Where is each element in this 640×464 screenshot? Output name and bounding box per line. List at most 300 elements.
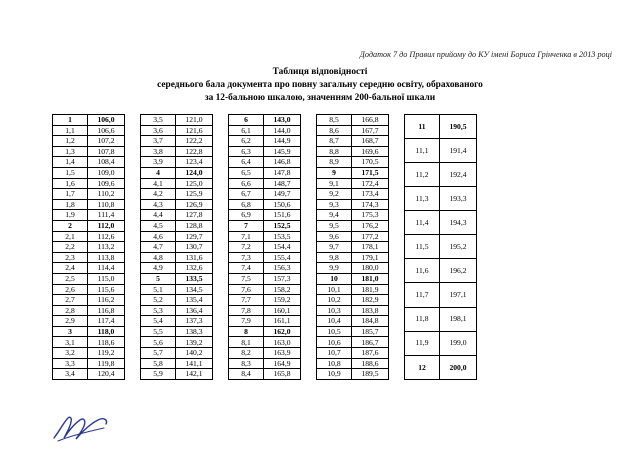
grade-200-scale-cell: 156,3 (264, 263, 301, 274)
table-row (229, 125, 301, 136)
grade-12-scale-cell: 3 (53, 326, 88, 337)
title-line-3: за 12-бальною шкалою, значенням 200-бальної шкали (204, 93, 436, 104)
grade-12-scale-cell: 8 (229, 326, 264, 337)
table-row (53, 242, 125, 253)
table-row (53, 178, 125, 189)
grade-200-scale-cell: 190,5 (440, 115, 477, 139)
table-row (141, 115, 213, 126)
grade-200-scale-cell: 120,4 (88, 369, 125, 380)
grade-200-scale-cell: 106,0 (88, 115, 125, 126)
table-row (317, 146, 389, 157)
grade-200-scale-cell: 174,3 (352, 199, 389, 210)
grade-12-scale-cell: 3,1 (53, 337, 88, 348)
grade-200-scale-cell: 118,6 (88, 337, 125, 348)
grade-12-scale-cell: 5,5 (141, 326, 176, 337)
table-row (405, 187, 477, 211)
grade-200-scale-cell: 125,0 (176, 178, 213, 189)
grade-12-scale-cell: 7,2 (229, 242, 264, 253)
grade-200-scale-cell: 148,7 (264, 178, 301, 189)
grade-200-scale-cell: 117,4 (88, 316, 125, 327)
grade-12-scale-cell: 11,4 (405, 211, 440, 235)
table-row (53, 369, 125, 380)
grade-200-scale-cell: 189,5 (352, 369, 389, 380)
grade-200-scale-cell: 181,0 (352, 273, 389, 284)
grade-12-scale-cell: 8,5 (317, 115, 352, 126)
grade-12-scale-cell: 11 (405, 115, 440, 139)
table-row (53, 305, 125, 316)
table-row (229, 115, 301, 126)
grade-200-scale-cell: 108,4 (88, 157, 125, 168)
table-row (141, 220, 213, 231)
grade-200-scale-cell: 176,2 (352, 220, 389, 231)
grade-200-scale-cell: 168,7 (352, 136, 389, 147)
grade-200-scale-cell: 137,3 (176, 316, 213, 327)
grade-200-scale-cell: 184,8 (352, 316, 389, 327)
grade-200-scale-cell: 191,4 (440, 139, 477, 163)
grade-12-scale-cell: 10,6 (317, 337, 352, 348)
grade-200-scale-cell: 125,9 (176, 189, 213, 200)
grade-200-scale-cell: 199,0 (440, 331, 477, 355)
grade-200-scale-cell: 129,7 (176, 231, 213, 242)
table-row (405, 211, 477, 235)
table-row (317, 358, 389, 369)
grade-200-scale-cell: 130,7 (176, 242, 213, 253)
table-row (141, 189, 213, 200)
grade-200-scale-cell: 110,2 (88, 189, 125, 200)
table-row (229, 263, 301, 274)
grade-200-scale-cell: 147,8 (264, 167, 301, 178)
grade-200-scale-cell: 112,0 (88, 220, 125, 231)
table-row (141, 358, 213, 369)
grade-12-scale-cell: 4,4 (141, 210, 176, 221)
table-row (317, 369, 389, 380)
table-row (229, 316, 301, 327)
grade-200-scale-cell: 116,2 (88, 295, 125, 306)
grade-12-scale-cell: 7,8 (229, 305, 264, 316)
grade-200-scale-cell: 112,6 (88, 231, 125, 242)
table-row (229, 252, 301, 263)
grade-200-scale-cell: 182,9 (352, 295, 389, 306)
grade-12-scale-cell: 6,5 (229, 167, 264, 178)
grade-12-scale-cell: 3,8 (141, 146, 176, 157)
grade-12-scale-cell: 6,1 (229, 125, 264, 136)
table-row (317, 231, 389, 242)
table-row (229, 326, 301, 337)
table-row (53, 210, 125, 221)
table-row (229, 136, 301, 147)
grade-200-scale-cell: 144,0 (264, 125, 301, 136)
grade-12-scale-cell: 2,3 (53, 252, 88, 263)
grade-200-scale-cell: 196,2 (440, 259, 477, 283)
grade-12-scale-cell: 3,6 (141, 125, 176, 136)
grade-200-scale-cell: 159,2 (264, 295, 301, 306)
table-row (405, 235, 477, 259)
grade-200-scale-cell: 158,2 (264, 284, 301, 295)
grade-12-scale-cell: 7,3 (229, 252, 264, 263)
grade-200-scale-cell: 134,5 (176, 284, 213, 295)
grade-200-scale-cell: 127,8 (176, 210, 213, 221)
grade-200-scale-cell: 113,8 (88, 252, 125, 263)
grade-200-scale-cell: 106,6 (88, 125, 125, 136)
table-row (229, 199, 301, 210)
table-row (141, 231, 213, 242)
grade-200-scale-cell: 121,6 (176, 125, 213, 136)
grade-200-scale-cell: 145,9 (264, 146, 301, 157)
grade-200-scale-cell: 119,2 (88, 348, 125, 359)
table-row (317, 295, 389, 306)
grade-200-scale-cell: 180,0 (352, 263, 389, 274)
grade-12-scale-cell: 7,1 (229, 231, 264, 242)
correspondence-tables (52, 114, 592, 380)
grade-200-scale-cell: 172,4 (352, 178, 389, 189)
grade-12-scale-cell: 5,7 (141, 348, 176, 359)
grade-200-scale-cell: 126,9 (176, 199, 213, 210)
table-row (141, 210, 213, 221)
table-row (317, 284, 389, 295)
grade-200-scale-cell: 161,1 (264, 316, 301, 327)
grade-200-scale-cell: 155,4 (264, 252, 301, 263)
table-row (317, 242, 389, 253)
table-row (229, 178, 301, 189)
grade-12-scale-cell: 8,1 (229, 337, 264, 348)
table-row (141, 136, 213, 147)
grade-200-scale-cell: 143,0 (264, 115, 301, 126)
grade-12-scale-cell: 5,8 (141, 358, 176, 369)
table-row (317, 273, 389, 284)
table-row (53, 167, 125, 178)
grade-200-scale-cell: 179,1 (352, 252, 389, 263)
grade-200-scale-cell: 121,0 (176, 115, 213, 126)
grade-200-scale-cell: 149,7 (264, 189, 301, 200)
grade-12-scale-cell: 1,9 (53, 210, 88, 221)
grade-200-scale-cell: 118,0 (88, 326, 125, 337)
table-row (405, 115, 477, 139)
grade-200-scale-cell: 169,6 (352, 146, 389, 157)
grade-200-scale-cell: 163,9 (264, 348, 301, 359)
grade-200-scale-cell: 146,8 (264, 157, 301, 168)
grade-12-scale-cell: 6,4 (229, 157, 264, 168)
grade-12-scale-cell: 3,7 (141, 136, 176, 147)
table-row (317, 263, 389, 274)
table-row (53, 199, 125, 210)
grade-12-scale-cell: 6,6 (229, 178, 264, 189)
grade-200-scale-cell: 154,4 (264, 242, 301, 253)
grade-12-scale-cell: 11,6 (405, 259, 440, 283)
grade-12-scale-cell: 11,9 (405, 331, 440, 355)
table-row (405, 139, 477, 163)
table-row (53, 146, 125, 157)
grade-12-scale-cell: 8,3 (229, 358, 264, 369)
table-row (229, 348, 301, 359)
grade-200-scale-cell: 166,8 (352, 115, 389, 126)
grade-table (140, 114, 213, 380)
signature (52, 412, 112, 446)
grade-200-scale-cell: 151,6 (264, 210, 301, 221)
table-row (141, 295, 213, 306)
grade-12-scale-cell: 2,4 (53, 263, 88, 274)
grade-200-scale-cell: 181,9 (352, 284, 389, 295)
table-row (317, 178, 389, 189)
grade-12-scale-cell: 10,1 (317, 284, 352, 295)
grade-12-scale-cell: 2,1 (53, 231, 88, 242)
grade-12-scale-cell: 1,6 (53, 178, 88, 189)
grade-200-scale-cell: 107,2 (88, 136, 125, 147)
grade-12-scale-cell: 5,3 (141, 305, 176, 316)
table-row (53, 252, 125, 263)
grade-200-scale-cell: 163,0 (264, 337, 301, 348)
grade-12-scale-cell: 11,2 (405, 163, 440, 187)
table-row (229, 189, 301, 200)
grade-12-scale-cell: 1 (53, 115, 88, 126)
table-row (405, 331, 477, 355)
grade-200-scale-cell: 124,0 (176, 167, 213, 178)
grade-200-scale-cell: 115,0 (88, 273, 125, 284)
grade-200-scale-cell: 131,6 (176, 252, 213, 263)
grade-200-scale-cell: 152,5 (264, 220, 301, 231)
grade-12-scale-cell: 5 (141, 273, 176, 284)
table-row (317, 348, 389, 359)
grade-200-scale-cell: 193,3 (440, 187, 477, 211)
table-row (53, 337, 125, 348)
table-row (141, 167, 213, 178)
grade-200-scale-cell: 109,0 (88, 167, 125, 178)
table-row (53, 220, 125, 231)
grade-200-scale-cell: 173,4 (352, 189, 389, 200)
grade-table (404, 114, 477, 380)
grade-200-scale-cell: 110,8 (88, 199, 125, 210)
page-title (0, 66, 640, 106)
grade-200-scale-cell: 135,4 (176, 295, 213, 306)
table-row (317, 316, 389, 327)
table-row (229, 305, 301, 316)
table-row (53, 284, 125, 295)
grade-200-scale-cell: 111,4 (88, 210, 125, 221)
grade-200-scale-cell: 113,2 (88, 242, 125, 253)
grade-12-scale-cell: 7,5 (229, 273, 264, 284)
grade-200-scale-cell: 192,4 (440, 163, 477, 187)
header-note: Додаток 7 до Правил прийому до КУ імені Бориса Грінченка в 2013 році (359, 50, 612, 59)
grade-12-scale-cell: 6,3 (229, 146, 264, 157)
grade-12-scale-cell: 11,5 (405, 235, 440, 259)
table-row (405, 259, 477, 283)
grade-200-scale-cell: 177,2 (352, 231, 389, 242)
grade-200-scale-cell: 122,2 (176, 136, 213, 147)
grade-12-scale-cell: 9,9 (317, 263, 352, 274)
grade-12-scale-cell: 8,9 (317, 157, 352, 168)
grade-12-scale-cell: 5,1 (141, 284, 176, 295)
grade-12-scale-cell: 3,4 (53, 369, 88, 380)
grade-200-scale-cell: 187,6 (352, 348, 389, 359)
grade-12-scale-cell: 10,9 (317, 369, 352, 380)
grade-200-scale-cell: 178,1 (352, 242, 389, 253)
grade-200-scale-cell: 116,8 (88, 305, 125, 316)
grade-12-scale-cell: 7,9 (229, 316, 264, 327)
table-row (317, 220, 389, 231)
grade-12-scale-cell: 4,9 (141, 263, 176, 274)
grade-12-scale-cell: 10 (317, 273, 352, 284)
table-row (141, 252, 213, 263)
table-row (405, 283, 477, 307)
table-row (53, 358, 125, 369)
table-row (317, 125, 389, 136)
grade-12-scale-cell: 3,2 (53, 348, 88, 359)
table-row (141, 316, 213, 327)
table-row (317, 189, 389, 200)
grade-12-scale-cell: 11,1 (405, 139, 440, 163)
grade-12-scale-cell: 2,9 (53, 316, 88, 327)
table-row (229, 273, 301, 284)
table-row (229, 242, 301, 253)
grade-200-scale-cell: 107,8 (88, 146, 125, 157)
grade-200-scale-cell: 162,0 (264, 326, 301, 337)
grade-12-scale-cell: 1,4 (53, 157, 88, 168)
table-row (229, 231, 301, 242)
grade-12-scale-cell: 2,5 (53, 273, 88, 284)
grade-12-scale-cell: 1,5 (53, 167, 88, 178)
grade-12-scale-cell: 1,1 (53, 125, 88, 136)
grade-12-scale-cell: 9,7 (317, 242, 352, 253)
grade-12-scale-cell: 6,2 (229, 136, 264, 147)
grade-200-scale-cell: 109,6 (88, 178, 125, 189)
grade-12-scale-cell: 10,7 (317, 348, 352, 359)
grade-200-scale-cell: 160,1 (264, 305, 301, 316)
grade-12-scale-cell: 1,8 (53, 199, 88, 210)
grade-200-scale-cell: 142,1 (176, 369, 213, 380)
table-row (229, 167, 301, 178)
grade-200-scale-cell: 197,1 (440, 283, 477, 307)
table-row (141, 305, 213, 316)
table-row (53, 295, 125, 306)
grade-12-scale-cell: 5,4 (141, 316, 176, 327)
grade-12-scale-cell: 4,7 (141, 242, 176, 253)
grade-table (52, 114, 125, 380)
grade-12-scale-cell: 5,2 (141, 295, 176, 306)
grade-12-scale-cell: 7,4 (229, 263, 264, 274)
grade-12-scale-cell: 4,8 (141, 252, 176, 263)
grade-table (316, 114, 389, 380)
table-row (317, 305, 389, 316)
grade-12-scale-cell: 8,8 (317, 146, 352, 157)
table-row (141, 284, 213, 295)
table-row (53, 273, 125, 284)
table-row (229, 146, 301, 157)
grade-200-scale-cell: 170,5 (352, 157, 389, 168)
grade-12-scale-cell: 5,6 (141, 337, 176, 348)
grade-12-scale-cell: 9,4 (317, 210, 352, 221)
table-row (53, 189, 125, 200)
grade-200-scale-cell: 198,1 (440, 307, 477, 331)
table-row (53, 115, 125, 126)
table-row (53, 125, 125, 136)
grade-table (228, 114, 301, 380)
grade-200-scale-cell: 140,2 (176, 348, 213, 359)
title-line-1: Таблиця відповідності (272, 67, 368, 77)
grade-12-scale-cell: 2,7 (53, 295, 88, 306)
table-row (229, 210, 301, 221)
grade-12-scale-cell: 11,3 (405, 187, 440, 211)
grade-12-scale-cell: 2,2 (53, 242, 88, 253)
grade-200-scale-cell: 164,9 (264, 358, 301, 369)
grade-200-scale-cell: 183,8 (352, 305, 389, 316)
grade-12-scale-cell: 9,1 (317, 178, 352, 189)
grade-200-scale-cell: 165,8 (264, 369, 301, 380)
grade-12-scale-cell: 7,7 (229, 295, 264, 306)
table-row (53, 326, 125, 337)
grade-200-scale-cell: 123,4 (176, 157, 213, 168)
grade-12-scale-cell: 3,3 (53, 358, 88, 369)
grade-12-scale-cell: 8,7 (317, 136, 352, 147)
table-row (141, 242, 213, 253)
table-row (317, 210, 389, 221)
table-row (141, 125, 213, 136)
table-row (229, 157, 301, 168)
table-row (53, 231, 125, 242)
grade-200-scale-cell: 171,5 (352, 167, 389, 178)
grade-200-scale-cell: 115,6 (88, 284, 125, 295)
grade-12-scale-cell: 6,7 (229, 189, 264, 200)
table-row (141, 263, 213, 274)
table-row (141, 273, 213, 284)
grade-12-scale-cell: 6 (229, 115, 264, 126)
grade-200-scale-cell: 138,3 (176, 326, 213, 337)
grade-12-scale-cell: 1,7 (53, 189, 88, 200)
grade-12-scale-cell: 12 (405, 355, 440, 379)
table-row (53, 348, 125, 359)
grade-200-scale-cell: 188,6 (352, 358, 389, 369)
grade-12-scale-cell: 1,2 (53, 136, 88, 147)
table-row (229, 369, 301, 380)
grade-12-scale-cell: 11,7 (405, 283, 440, 307)
grade-200-scale-cell: 167,7 (352, 125, 389, 136)
grade-200-scale-cell: 153,5 (264, 231, 301, 242)
grade-12-scale-cell: 10,2 (317, 295, 352, 306)
grade-12-scale-cell: 4,5 (141, 220, 176, 231)
table-row (317, 326, 389, 337)
grade-200-scale-cell: 119,8 (88, 358, 125, 369)
table-row (405, 355, 477, 379)
grade-200-scale-cell: 195,2 (440, 235, 477, 259)
table-row (141, 369, 213, 380)
grade-12-scale-cell: 10,4 (317, 316, 352, 327)
grade-12-scale-cell: 10,3 (317, 305, 352, 316)
grade-12-scale-cell: 9 (317, 167, 352, 178)
grade-12-scale-cell: 3,9 (141, 157, 176, 168)
title-line-2: середнього бала документа про повну загальну середню освіту, обрахованого (157, 80, 483, 91)
grade-200-scale-cell: 136,4 (176, 305, 213, 316)
table-row (141, 157, 213, 168)
grade-200-scale-cell: 128,8 (176, 220, 213, 231)
grade-12-scale-cell: 4,3 (141, 199, 176, 210)
grade-12-scale-cell: 1,3 (53, 146, 88, 157)
grade-200-scale-cell: 175,3 (352, 210, 389, 221)
table-row (229, 337, 301, 348)
grade-12-scale-cell: 10,8 (317, 358, 352, 369)
grade-200-scale-cell: 144,9 (264, 136, 301, 147)
grade-12-scale-cell: 4,1 (141, 178, 176, 189)
grade-12-scale-cell: 5,9 (141, 369, 176, 380)
table-row (141, 199, 213, 210)
grade-200-scale-cell: 139,2 (176, 337, 213, 348)
grade-12-scale-cell: 4,6 (141, 231, 176, 242)
grade-12-scale-cell: 4,2 (141, 189, 176, 200)
grade-12-scale-cell: 9,3 (317, 199, 352, 210)
grade-200-scale-cell: 132,6 (176, 263, 213, 274)
grade-200-scale-cell: 157,3 (264, 273, 301, 284)
grade-12-scale-cell: 2 (53, 220, 88, 231)
grade-200-scale-cell: 141,1 (176, 358, 213, 369)
table-row (229, 358, 301, 369)
table-row (53, 316, 125, 327)
